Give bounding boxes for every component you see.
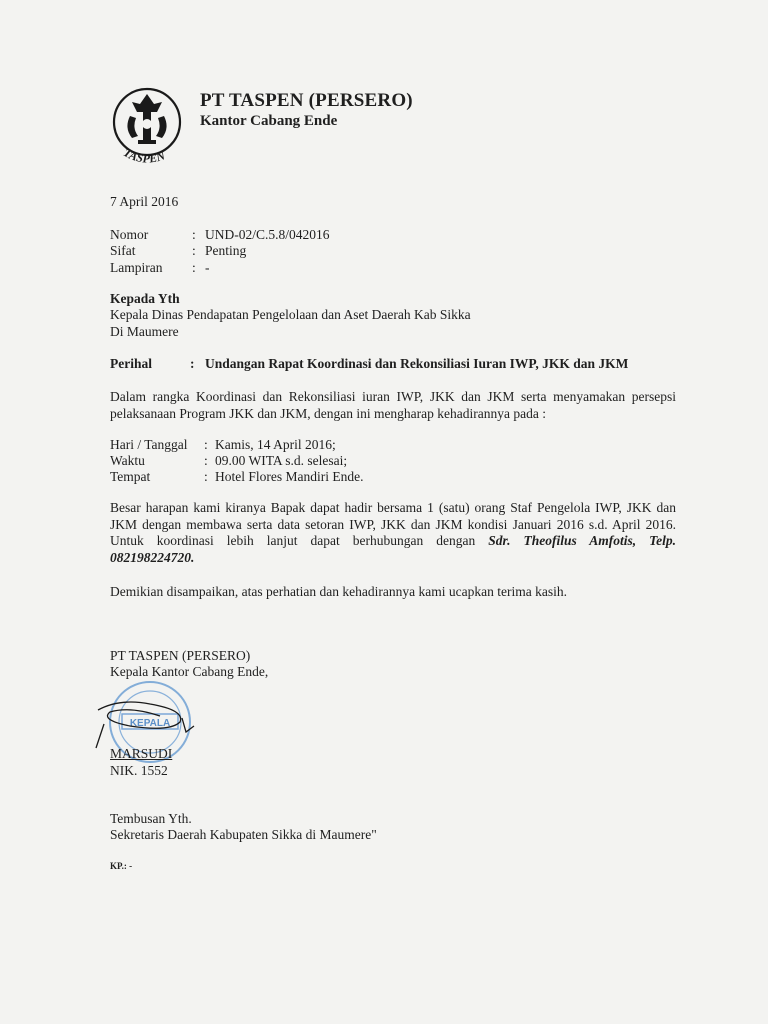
cc-label: Tembusan Yth. bbox=[110, 811, 192, 826]
signatory-nik: NIK. 1552 bbox=[110, 763, 168, 778]
nomor-label: Nomor bbox=[110, 227, 149, 242]
svg-text:TASPEN: TASPEN bbox=[121, 145, 167, 166]
time-value: 09.00 WITA s.d. selesai; bbox=[215, 453, 348, 468]
body-line bbox=[110, 533, 676, 550]
day-value: Kamis, 14 April 2016; bbox=[215, 437, 336, 452]
lampiran-value: - bbox=[205, 260, 210, 275]
recipient-greeting: Kepada Yth bbox=[110, 291, 180, 306]
signature-position: Kepala Kantor Cabang Ende, bbox=[110, 664, 269, 679]
body-paragraph bbox=[110, 500, 676, 566]
signature-org: PT TASPEN (PERSERO) bbox=[110, 648, 251, 663]
intro-paragraph bbox=[110, 389, 676, 422]
recipient-line2: Di Maumere bbox=[110, 324, 179, 339]
place-label: Tempat bbox=[110, 469, 151, 484]
intro-line: Dalam rangka Koordinasi dan Rekonsiliasi iuran IWP, JKK dan JKM serta menyamakan persepsi bbox=[110, 389, 676, 404]
contact-phone-label: Telp. bbox=[649, 533, 676, 548]
colon: : bbox=[204, 453, 208, 468]
lampiran-label: Lampiran bbox=[110, 260, 163, 275]
subject-label: Perihal bbox=[110, 356, 152, 371]
subject-value: Undangan Rapat Koordinasi dan Rekonsiliasi Iuran IWP, JKK dan JKM bbox=[205, 356, 629, 371]
body-line: JKM dengan membawa serta data setoran IWP, JKK dan JKM kondisi Januari 2016 s.d. April 2016. bbox=[110, 516, 676, 532]
colon: : bbox=[204, 437, 208, 452]
signatory-name: MARSUDI bbox=[110, 746, 173, 761]
time-label: Waktu bbox=[110, 453, 145, 468]
body-line3-prefix: Untuk koordinasi lebih lanjut dapat berhubungan dengan bbox=[110, 533, 476, 548]
cc-line1: Sekretaris Daerah Kabupaten Sikka di Maumere" bbox=[110, 827, 377, 842]
sifat-label: Sifat bbox=[110, 243, 136, 258]
colon: : bbox=[190, 356, 195, 371]
branch-name: Kantor Cabang Ende bbox=[200, 113, 338, 129]
svg-text:KEPALA: KEPALA bbox=[129, 718, 171, 729]
footer-code: KP.: - bbox=[110, 861, 133, 871]
taspen-logo bbox=[102, 80, 192, 175]
colon: : bbox=[204, 469, 208, 484]
colon: : bbox=[192, 243, 196, 258]
colon: : bbox=[192, 260, 196, 275]
letter-date: 7 April 2016 bbox=[110, 194, 179, 209]
contact-phone: 082198224720. bbox=[110, 549, 195, 565]
place-value: Hotel Flores Mandiri Ende. bbox=[215, 469, 364, 484]
contact-name: Sdr. Theofilus Amfotis, bbox=[488, 533, 637, 548]
sifat-value: Penting bbox=[205, 243, 247, 258]
colon: : bbox=[192, 227, 196, 242]
closing-text: Demikian disampaikan, atas perhatian dan kehadirannya kami ucapkan terima kasih. bbox=[110, 584, 567, 599]
recipient-line1: Kepala Dinas Pendapatan Pengelolaan dan Aset Daerah Kab Sikka bbox=[110, 307, 471, 322]
day-label: Hari / Tanggal bbox=[110, 437, 188, 452]
company-name: PT TASPEN (PERSERO) bbox=[200, 90, 413, 111]
intro-line: pelaksanaan Program JKK dan JKM, dengan ini mengharap kehadirannya pada : bbox=[110, 405, 546, 421]
body-line: Besar harapan kami kiranya Bapak dapat hadir bersama 1 (satu) orang Staf Pengelola IWP, JKK dan bbox=[110, 500, 676, 515]
nomor-value: UND-02/C.5.8/042016 bbox=[205, 227, 330, 242]
